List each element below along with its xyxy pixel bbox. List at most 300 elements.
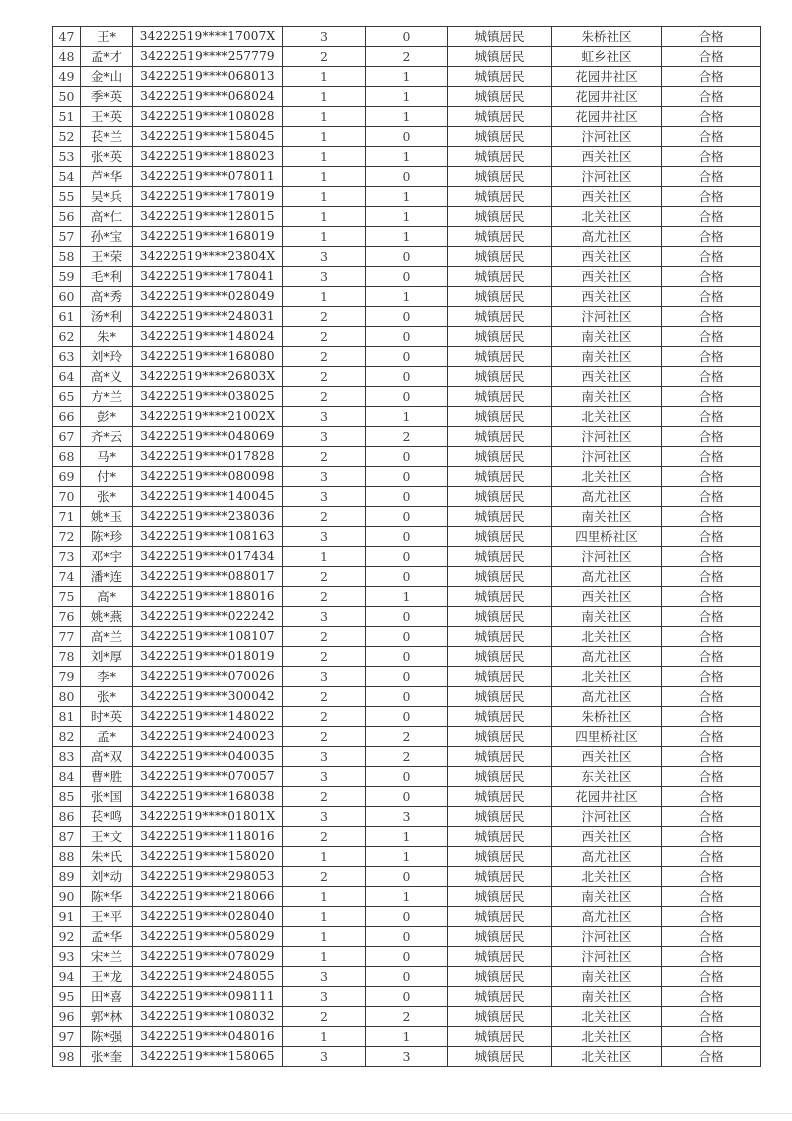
household-size-cell: 1 <box>283 167 366 187</box>
name-cell: 刘*动 <box>81 867 133 887</box>
community-cell: 西关社区 <box>552 827 662 847</box>
community-cell: 四里桥社区 <box>552 527 662 547</box>
name-cell: 孟* <box>81 727 133 747</box>
id-number-cell: 34222519****068024 <box>133 87 283 107</box>
result-cell: 合格 <box>662 487 761 507</box>
community-cell: 南关社区 <box>552 387 662 407</box>
count-cell: 0 <box>366 667 448 687</box>
count-cell: 0 <box>366 467 448 487</box>
resident-type-cell: 城镇居民 <box>448 267 552 287</box>
row-number-cell: 96 <box>53 1007 81 1027</box>
name-cell: 田*喜 <box>81 987 133 1007</box>
result-cell: 合格 <box>662 227 761 247</box>
community-cell: 南关社区 <box>552 887 662 907</box>
count-cell: 0 <box>366 547 448 567</box>
community-cell: 汴河社区 <box>552 547 662 567</box>
id-number-cell: 34222519****300042 <box>133 687 283 707</box>
result-cell: 合格 <box>662 987 761 1007</box>
id-number-cell: 34222519****148024 <box>133 327 283 347</box>
household-size-cell: 2 <box>283 827 366 847</box>
community-cell: 花园井社区 <box>552 787 662 807</box>
household-size-cell: 2 <box>283 347 366 367</box>
resident-type-cell: 城镇居民 <box>448 947 552 967</box>
id-number-cell: 34222519****158065 <box>133 1047 283 1067</box>
result-cell: 合格 <box>662 527 761 547</box>
household-size-cell: 2 <box>283 327 366 347</box>
result-cell: 合格 <box>662 947 761 967</box>
result-cell: 合格 <box>662 567 761 587</box>
row-number-cell: 78 <box>53 647 81 667</box>
row-number-cell: 64 <box>53 367 81 387</box>
count-cell: 0 <box>366 327 448 347</box>
resident-type-cell: 城镇居民 <box>448 27 552 47</box>
household-size-cell: 1 <box>283 207 366 227</box>
table-row <box>53 887 761 907</box>
name-cell: 马* <box>81 447 133 467</box>
table-row <box>53 267 761 287</box>
community-cell: 西关社区 <box>552 247 662 267</box>
row-number-cell: 57 <box>53 227 81 247</box>
result-cell: 合格 <box>662 867 761 887</box>
resident-type-cell: 城镇居民 <box>448 467 552 487</box>
count-cell: 0 <box>366 967 448 987</box>
name-cell: 郭*林 <box>81 1007 133 1027</box>
name-cell: 张*英 <box>81 147 133 167</box>
table-row <box>53 967 761 987</box>
resident-type-cell: 城镇居民 <box>448 387 552 407</box>
table-row <box>53 327 761 347</box>
page-edge-divider <box>0 1113 792 1114</box>
id-number-cell: 34222519****078029 <box>133 947 283 967</box>
row-number-cell: 85 <box>53 787 81 807</box>
name-cell: 时*英 <box>81 707 133 727</box>
community-cell: 高尤社区 <box>552 567 662 587</box>
table-row <box>53 567 761 587</box>
table-row <box>53 347 761 367</box>
resident-type-cell: 城镇居民 <box>448 167 552 187</box>
count-cell: 0 <box>366 627 448 647</box>
count-cell: 0 <box>366 267 448 287</box>
household-size-cell: 1 <box>283 87 366 107</box>
table-row <box>53 507 761 527</box>
resident-type-cell: 城镇居民 <box>448 827 552 847</box>
household-size-cell: 2 <box>283 567 366 587</box>
household-size-cell: 3 <box>283 667 366 687</box>
row-number-cell: 74 <box>53 567 81 587</box>
count-cell: 1 <box>366 227 448 247</box>
name-cell: 王*龙 <box>81 967 133 987</box>
count-cell: 2 <box>366 727 448 747</box>
document-page <box>52 26 760 1067</box>
result-cell: 合格 <box>662 47 761 67</box>
name-cell: 曹*胜 <box>81 767 133 787</box>
count-cell: 1 <box>366 187 448 207</box>
id-number-cell: 34222519****140045 <box>133 487 283 507</box>
household-size-cell: 3 <box>283 747 366 767</box>
count-cell: 0 <box>366 987 448 1007</box>
name-cell: 高*秀 <box>81 287 133 307</box>
count-cell: 0 <box>366 787 448 807</box>
row-number-cell: 88 <box>53 847 81 867</box>
result-cell: 合格 <box>662 1007 761 1027</box>
result-cell: 合格 <box>662 27 761 47</box>
household-size-cell: 3 <box>283 407 366 427</box>
table-row <box>53 527 761 547</box>
name-cell: 张*国 <box>81 787 133 807</box>
resident-type-cell: 城镇居民 <box>448 847 552 867</box>
resident-type-cell: 城镇居民 <box>448 627 552 647</box>
id-number-cell: 34222519****088017 <box>133 567 283 587</box>
name-cell: 王*文 <box>81 827 133 847</box>
name-cell: 高*兰 <box>81 627 133 647</box>
household-size-cell: 2 <box>283 367 366 387</box>
household-size-cell: 1 <box>283 107 366 127</box>
row-number-cell: 80 <box>53 687 81 707</box>
community-cell: 北关社区 <box>552 627 662 647</box>
household-size-cell: 1 <box>283 187 366 207</box>
count-cell: 1 <box>366 407 448 427</box>
table-row <box>53 787 761 807</box>
community-cell: 南关社区 <box>552 607 662 627</box>
name-cell: 张* <box>81 687 133 707</box>
resident-type-cell: 城镇居民 <box>448 287 552 307</box>
community-cell: 北关社区 <box>552 1007 662 1027</box>
count-cell: 0 <box>366 447 448 467</box>
name-cell: 陈*华 <box>81 887 133 907</box>
community-cell: 北关社区 <box>552 1027 662 1047</box>
result-cell: 合格 <box>662 887 761 907</box>
name-cell: 潘*连 <box>81 567 133 587</box>
name-cell: 金*山 <box>81 67 133 87</box>
result-cell: 合格 <box>662 927 761 947</box>
table-row <box>53 367 761 387</box>
table-row <box>53 447 761 467</box>
resident-type-cell: 城镇居民 <box>448 227 552 247</box>
household-size-cell: 1 <box>283 907 366 927</box>
resident-type-cell: 城镇居民 <box>448 887 552 907</box>
table-row <box>53 867 761 887</box>
id-number-cell: 34222519****018019 <box>133 647 283 667</box>
community-cell: 西关社区 <box>552 267 662 287</box>
household-size-cell: 3 <box>283 967 366 987</box>
id-number-cell: 34222519****01801X <box>133 807 283 827</box>
id-number-cell: 34222519****108032 <box>133 1007 283 1027</box>
household-size-cell: 1 <box>283 1027 366 1047</box>
row-number-cell: 63 <box>53 347 81 367</box>
row-number-cell: 49 <box>53 67 81 87</box>
id-number-cell: 34222519****26803X <box>133 367 283 387</box>
community-cell: 西关社区 <box>552 147 662 167</box>
row-number-cell: 89 <box>53 867 81 887</box>
resident-type-cell: 城镇居民 <box>448 427 552 447</box>
result-cell: 合格 <box>662 707 761 727</box>
result-cell: 合格 <box>662 367 761 387</box>
name-cell: 陈*强 <box>81 1027 133 1047</box>
count-cell: 2 <box>366 747 448 767</box>
name-cell: 王* <box>81 27 133 47</box>
name-cell: 彭* <box>81 407 133 427</box>
result-cell: 合格 <box>662 347 761 367</box>
resident-type-cell: 城镇居民 <box>448 207 552 227</box>
row-number-cell: 51 <box>53 107 81 127</box>
name-cell: 芦*华 <box>81 167 133 187</box>
table-row <box>53 107 761 127</box>
row-number-cell: 54 <box>53 167 81 187</box>
count-cell: 1 <box>366 87 448 107</box>
count-cell: 0 <box>366 367 448 387</box>
id-number-cell: 34222519****038025 <box>133 387 283 407</box>
count-cell: 0 <box>366 927 448 947</box>
id-number-cell: 34222519****298053 <box>133 867 283 887</box>
result-cell: 合格 <box>662 287 761 307</box>
name-cell: 张* <box>81 487 133 507</box>
name-cell: 苌*鸣 <box>81 807 133 827</box>
table-row <box>53 767 761 787</box>
row-number-cell: 86 <box>53 807 81 827</box>
id-number-cell: 34222519****240023 <box>133 727 283 747</box>
community-cell: 汴河社区 <box>552 947 662 967</box>
count-cell: 1 <box>366 847 448 867</box>
row-number-cell: 75 <box>53 587 81 607</box>
count-cell: 0 <box>366 347 448 367</box>
id-number-cell: 34222519****048069 <box>133 427 283 447</box>
count-cell: 0 <box>366 707 448 727</box>
row-number-cell: 68 <box>53 447 81 467</box>
name-cell: 高*双 <box>81 747 133 767</box>
result-cell: 合格 <box>662 407 761 427</box>
community-cell: 高尤社区 <box>552 687 662 707</box>
result-cell: 合格 <box>662 547 761 567</box>
household-size-cell: 2 <box>283 587 366 607</box>
household-size-cell: 3 <box>283 467 366 487</box>
result-cell: 合格 <box>662 147 761 167</box>
table-row <box>53 27 761 47</box>
table-row <box>53 827 761 847</box>
resident-type-cell: 城镇居民 <box>448 747 552 767</box>
resident-type-cell: 城镇居民 <box>448 987 552 1007</box>
resident-type-cell: 城镇居民 <box>448 587 552 607</box>
household-size-cell: 1 <box>283 67 366 87</box>
table-row <box>53 987 761 1007</box>
household-size-cell: 2 <box>283 447 366 467</box>
row-number-cell: 81 <box>53 707 81 727</box>
household-size-cell: 1 <box>283 927 366 947</box>
community-cell: 花园井社区 <box>552 87 662 107</box>
name-cell: 吴*兵 <box>81 187 133 207</box>
row-number-cell: 90 <box>53 887 81 907</box>
result-cell: 合格 <box>662 267 761 287</box>
count-cell: 0 <box>366 127 448 147</box>
id-number-cell: 34222519****218066 <box>133 887 283 907</box>
name-cell: 朱* <box>81 327 133 347</box>
count-cell: 0 <box>366 27 448 47</box>
community-cell: 花园井社区 <box>552 67 662 87</box>
count-cell: 1 <box>366 67 448 87</box>
row-number-cell: 53 <box>53 147 81 167</box>
community-cell: 高尤社区 <box>552 847 662 867</box>
household-size-cell: 3 <box>283 527 366 547</box>
row-number-cell: 69 <box>53 467 81 487</box>
resident-type-cell: 城镇居民 <box>448 927 552 947</box>
table-row <box>53 247 761 267</box>
household-size-cell: 3 <box>283 27 366 47</box>
community-cell: 高尤社区 <box>552 907 662 927</box>
name-cell: 高* <box>81 587 133 607</box>
id-number-cell: 34222519****108028 <box>133 107 283 127</box>
resident-type-cell: 城镇居民 <box>448 107 552 127</box>
name-cell: 张*奎 <box>81 1047 133 1067</box>
community-cell: 南关社区 <box>552 507 662 527</box>
resident-type-cell: 城镇居民 <box>448 347 552 367</box>
resident-type-cell: 城镇居民 <box>448 187 552 207</box>
id-number-cell: 34222519****108163 <box>133 527 283 547</box>
name-cell: 邓*宇 <box>81 547 133 567</box>
count-cell: 3 <box>366 807 448 827</box>
community-cell: 北关社区 <box>552 207 662 227</box>
name-cell: 齐*云 <box>81 427 133 447</box>
id-number-cell: 34222519****098111 <box>133 987 283 1007</box>
community-cell: 高尤社区 <box>552 647 662 667</box>
community-cell: 汴河社区 <box>552 127 662 147</box>
community-cell: 北关社区 <box>552 467 662 487</box>
row-number-cell: 72 <box>53 527 81 547</box>
id-number-cell: 34222519****080098 <box>133 467 283 487</box>
count-cell: 0 <box>366 527 448 547</box>
id-number-cell: 34222519****21002X <box>133 407 283 427</box>
result-cell: 合格 <box>662 687 761 707</box>
community-cell: 朱桥社区 <box>552 707 662 727</box>
id-number-cell: 34222519****168019 <box>133 227 283 247</box>
id-number-cell: 34222519****028040 <box>133 907 283 927</box>
name-cell: 孟*华 <box>81 927 133 947</box>
community-cell: 四里桥社区 <box>552 727 662 747</box>
resident-type-cell: 城镇居民 <box>448 767 552 787</box>
table-row <box>53 167 761 187</box>
id-number-cell: 34222519****048016 <box>133 1027 283 1047</box>
community-cell: 朱桥社区 <box>552 27 662 47</box>
id-number-cell: 34222519****178019 <box>133 187 283 207</box>
name-cell: 王*英 <box>81 107 133 127</box>
name-cell: 姚*燕 <box>81 607 133 627</box>
community-cell: 西关社区 <box>552 367 662 387</box>
table-row <box>53 907 761 927</box>
count-cell: 0 <box>366 687 448 707</box>
community-cell: 高尤社区 <box>552 227 662 247</box>
resident-type-cell: 城镇居民 <box>448 527 552 547</box>
row-number-cell: 98 <box>53 1047 81 1067</box>
resident-type-cell: 城镇居民 <box>448 247 552 267</box>
household-size-cell: 1 <box>283 547 366 567</box>
row-number-cell: 47 <box>53 27 81 47</box>
count-cell: 1 <box>366 827 448 847</box>
id-number-cell: 34222519****257779 <box>133 47 283 67</box>
community-cell: 汴河社区 <box>552 427 662 447</box>
household-size-cell: 1 <box>283 847 366 867</box>
resident-type-cell: 城镇居民 <box>448 907 552 927</box>
community-cell: 北关社区 <box>552 867 662 887</box>
result-cell: 合格 <box>662 207 761 227</box>
id-number-cell: 34222519****23804X <box>133 247 283 267</box>
result-cell: 合格 <box>662 727 761 747</box>
resident-type-cell: 城镇居民 <box>448 367 552 387</box>
row-number-cell: 66 <box>53 407 81 427</box>
row-number-cell: 97 <box>53 1027 81 1047</box>
household-size-cell: 1 <box>283 127 366 147</box>
count-cell: 1 <box>366 1027 448 1047</box>
household-size-cell: 2 <box>283 47 366 67</box>
row-number-cell: 71 <box>53 507 81 527</box>
resident-type-cell: 城镇居民 <box>448 607 552 627</box>
id-number-cell: 34222519****168080 <box>133 347 283 367</box>
community-cell: 东关社区 <box>552 767 662 787</box>
name-cell: 刘*厚 <box>81 647 133 667</box>
result-cell: 合格 <box>662 167 761 187</box>
name-cell: 苌*兰 <box>81 127 133 147</box>
result-cell: 合格 <box>662 447 761 467</box>
result-cell: 合格 <box>662 507 761 527</box>
community-cell: 汴河社区 <box>552 807 662 827</box>
resident-type-cell: 城镇居民 <box>448 567 552 587</box>
row-number-cell: 91 <box>53 907 81 927</box>
table-row <box>53 727 761 747</box>
id-number-cell: 34222519****108107 <box>133 627 283 647</box>
table-row <box>53 487 761 507</box>
resident-type-cell: 城镇居民 <box>448 867 552 887</box>
id-number-cell: 34222519****178041 <box>133 267 283 287</box>
row-number-cell: 83 <box>53 747 81 767</box>
row-number-cell: 77 <box>53 627 81 647</box>
result-cell: 合格 <box>662 667 761 687</box>
community-cell: 西关社区 <box>552 747 662 767</box>
resident-type-cell: 城镇居民 <box>448 707 552 727</box>
table-row <box>53 427 761 447</box>
household-size-cell: 1 <box>283 887 366 907</box>
community-cell: 北关社区 <box>552 667 662 687</box>
name-cell: 王*荣 <box>81 247 133 267</box>
household-size-cell: 1 <box>283 147 366 167</box>
resident-type-cell: 城镇居民 <box>448 47 552 67</box>
name-cell: 高*义 <box>81 367 133 387</box>
row-number-cell: 67 <box>53 427 81 447</box>
name-cell: 高*仁 <box>81 207 133 227</box>
row-number-cell: 60 <box>53 287 81 307</box>
community-cell: 西关社区 <box>552 187 662 207</box>
household-size-cell: 3 <box>283 767 366 787</box>
result-cell: 合格 <box>662 787 761 807</box>
name-cell: 刘*玲 <box>81 347 133 367</box>
table-row <box>53 927 761 947</box>
count-cell: 2 <box>366 47 448 67</box>
row-number-cell: 92 <box>53 927 81 947</box>
household-size-cell: 2 <box>283 1007 366 1027</box>
row-number-cell: 93 <box>53 947 81 967</box>
row-number-cell: 58 <box>53 247 81 267</box>
row-number-cell: 65 <box>53 387 81 407</box>
community-cell: 汴河社区 <box>552 447 662 467</box>
resident-type-cell: 城镇居民 <box>448 67 552 87</box>
community-cell: 南关社区 <box>552 967 662 987</box>
result-cell: 合格 <box>662 747 761 767</box>
table-row <box>53 207 761 227</box>
id-number-cell: 34222519****022242 <box>133 607 283 627</box>
resident-type-cell: 城镇居民 <box>448 487 552 507</box>
table-row <box>53 707 761 727</box>
household-size-cell: 2 <box>283 787 366 807</box>
name-cell: 孙*宝 <box>81 227 133 247</box>
count-cell: 0 <box>366 507 448 527</box>
resident-type-cell: 城镇居民 <box>448 727 552 747</box>
name-cell: 姚*玉 <box>81 507 133 527</box>
